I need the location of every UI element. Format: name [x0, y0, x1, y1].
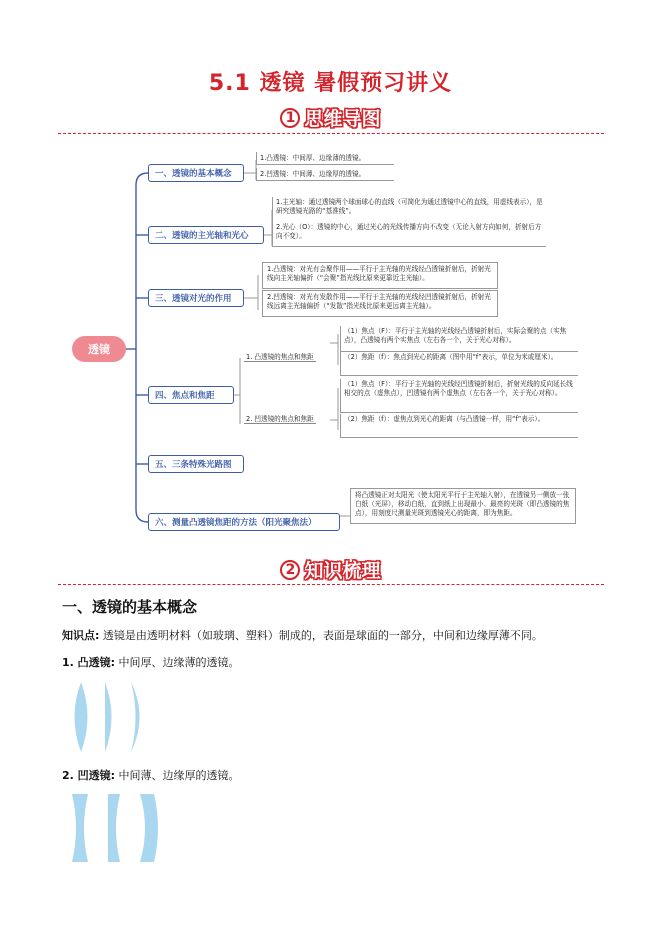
divider: [58, 584, 604, 585]
leaf-concave-focal-length: （2）焦距（f）：虚焦点到光心的距离（与凸透镜一样，用“f”表示）。: [340, 414, 578, 438]
biconcave-lens-icon: [72, 794, 88, 862]
branch-basic-concept: 一、透镜的基本概念: [148, 164, 244, 182]
branch-measure-focal-length: 六、测量凸透镜焦距的方法（阳光聚焦法）: [148, 513, 340, 531]
knowledge-point: [62, 627, 622, 643]
section-number: 1: [280, 108, 300, 128]
section-label: 知识梳理: [304, 560, 381, 582]
meniscus-convex-lens-icon: [131, 682, 140, 752]
knowledge-point-label: 知识点:: [62, 629, 100, 642]
leaf-sunlight-method: 将凸透镜正对太阳光（使太阳光平行于主光轴入射），在透镜另一侧放一张白纸（光屏），移动白纸，直到纸上出现最小、最亮的光斑（即凸透镜的焦点），用刻度尺测量光斑到透镜光心的距离，即为焦距。: [350, 488, 576, 524]
convex-text: 中间厚、边缘薄的透镜。: [115, 656, 240, 669]
branch-special-rays: 五、三条特殊光路图: [148, 455, 244, 473]
branch-focus: 四、焦点和焦距: [148, 386, 234, 404]
section-header-knowledge: [0, 556, 661, 583]
convex-lens-illustration: [60, 678, 170, 756]
meniscus-concave-lens-icon: [140, 794, 158, 862]
biconvex-lens-icon: [75, 682, 88, 752]
leaf-convex-focal-point: （1）焦点（F）：平行于主光轴的光线经凸透镜折射后，实际会聚的点（实焦点），凸透镜有两个实焦点（左右各一个，关于光心对称）。: [340, 326, 578, 352]
convex-label: 1. 凸透镜:: [62, 656, 116, 669]
section-label: 思维导图: [304, 108, 381, 130]
leaf-concave-definition: 2.凹透镜：中间薄、边缘厚的透镜。: [256, 168, 394, 181]
sub-convex-focus: 1. 凸透镜的焦点和焦距: [246, 353, 314, 361]
leaf-convex-definition: 1.凸透镜：中间厚、边缘薄的透镜。: [256, 152, 394, 165]
plano-convex-lens-icon: [105, 682, 112, 752]
section-heading: 一、透镜的基本概念: [62, 598, 198, 616]
concave-definition: [62, 767, 240, 783]
leaf-principal-axis: 1.主光轴：通过透镜两个球面球心的直线（可简化为通过透镜中心的直线，用虚线表示），是研究透镜光路的“基准线”。: [272, 197, 546, 223]
concave-lens-illustration: [60, 792, 170, 866]
branch-lens-effect: 三、透镜对光的作用: [148, 289, 244, 307]
section-number: 2: [280, 560, 300, 580]
leaf-concave-focal-point: （1）焦点（F）：平行于主光轴的光线经凹透镜折射后，折射光线的反向延长线相交的点（虚焦点），凹透镜有两个虚焦点（左右各一个，关于光心对称）。: [340, 379, 578, 413]
sub-concave-focus: 2. 凹透镜的焦点和焦距: [246, 415, 314, 423]
leaf-optical-center: 2.光心（O）：透镜的中心，通过光心的光线传播方向不改变（无论入射方向如何，折射后方向不变）。: [272, 222, 546, 247]
concave-label: 2. 凹透镜:: [62, 769, 116, 782]
page-title: 5.1 透镜 暑假预习讲义: [208, 71, 453, 96]
knowledge-point-text: 透镜是由透明材料（如玻璃、塑料）制成的，表面是球面的一部分，中间和边缘厚薄不同。: [99, 629, 543, 642]
convex-definition: [62, 654, 240, 670]
leaf-convex-effect: 1.凸透镜：对光有会聚作用——平行于主光轴的光线经凸透镜折射后，折射光线向主光轴偏折（“会聚”指光线比原来更靠近主光轴）。: [262, 262, 498, 289]
plano-concave-lens-icon: [108, 794, 120, 862]
mindmap-root: 透镜: [72, 336, 126, 362]
leaf-convex-focal-length: （2）焦距（f）：焦点到光心的距离（图中用“f”表示，单位为米或厘米）。: [340, 352, 578, 376]
concave-text: 中间薄、边缘厚的透镜。: [115, 769, 240, 782]
branch-optical-axis: 二、透镜的主光轴和光心: [148, 226, 264, 244]
leaf-concave-effect: 2.凹透镜：对光有发散作用——平行于主光轴的光线经凹透镜折射后，折射光线远离主光轴偏折（“发散”指光线比原来更远离主光轴）。: [262, 290, 498, 317]
